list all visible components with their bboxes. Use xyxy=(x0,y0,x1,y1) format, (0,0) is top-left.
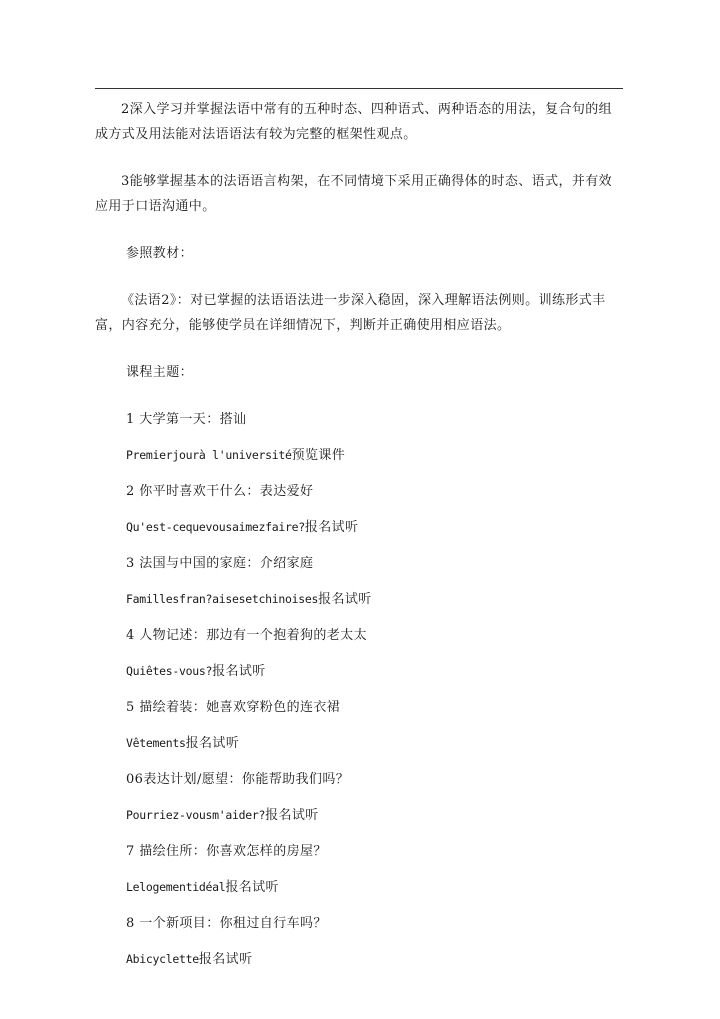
lesson-title: 8 一个新项目：你租过自行车吗？ xyxy=(126,916,327,931)
lesson-title: 5 描绘着装：她喜欢穿粉色的连衣裙 xyxy=(126,700,341,715)
preview-courseware-link[interactable]: 预览课件 xyxy=(291,448,346,463)
lesson-title: 3 法国与中国的家庭：介绍家庭 xyxy=(126,556,314,571)
lesson-item-5 xyxy=(95,695,623,756)
lesson-french-line xyxy=(95,731,623,756)
lesson-item-8 xyxy=(95,911,623,972)
lesson-french-title: Vêtements xyxy=(126,736,186,750)
lesson-title: 06表达计划/愿望：你能帮助我们吗？ xyxy=(126,772,350,787)
objective-paragraph-2: 2深入学习并掌握法语中常有的五种时态、四种语式、两种语态的用法，复合句的组成方式及用法能对法语语法有较为完整的框架性观点。 xyxy=(95,102,613,142)
lesson-title: 1 大学第一天：搭讪 xyxy=(126,412,247,427)
lesson-list xyxy=(95,407,623,972)
register-trial-link[interactable]: 报名试听 xyxy=(185,736,240,751)
lesson-item-6 xyxy=(95,767,623,828)
register-trial-link[interactable]: 报名试听 xyxy=(198,952,253,967)
lesson-title: 2 你平时喜欢干什么：表达爱好 xyxy=(126,484,314,499)
lesson-french-title: Famillesfran?aisesetchinoises xyxy=(126,592,319,606)
lesson-french-title: Pourriez-vousm'aider? xyxy=(126,808,266,822)
lesson-item-4 xyxy=(95,623,623,684)
lesson-title: 4 人物记述：那边有一个抱着狗的老太太 xyxy=(126,628,368,643)
lesson-french-line xyxy=(95,659,623,684)
register-trial-link[interactable]: 报名试听 xyxy=(265,808,319,823)
lesson-title: 7 描绘住所：你喜欢怎样的房屋？ xyxy=(126,844,327,859)
register-trial-link[interactable]: 报名试听 xyxy=(212,664,266,679)
lesson-item-2 xyxy=(95,479,623,540)
lesson-french-line xyxy=(95,803,623,828)
lesson-french-title: Qu'est-cequevousaimezfaire? xyxy=(126,520,305,534)
lesson-french-title: Abicyclette xyxy=(126,952,199,966)
textbook-description: 《法语2》：对已掌握的法语语法进一步深入稳固，深入理解语法例则。训练形式丰富，内容充分，能够使学员在详细情况下，判断并正确使用相应语法。 xyxy=(95,293,606,333)
lesson-french-line xyxy=(95,875,623,900)
lesson-french-title: Lelogementidéal xyxy=(126,880,226,894)
lesson-french-line xyxy=(95,443,623,468)
register-trial-link[interactable]: 报名试听 xyxy=(304,520,359,535)
lesson-french-title: Quiêtes-vous? xyxy=(126,664,213,678)
register-trial-link[interactable]: 报名试听 xyxy=(225,880,279,895)
lesson-french-line xyxy=(95,515,623,540)
header-rule xyxy=(95,88,623,89)
lesson-item-7 xyxy=(95,839,623,900)
register-trial-link[interactable]: 报名试听 xyxy=(318,592,372,607)
lesson-french-line xyxy=(95,947,623,972)
objective-paragraph-3: 3能够掌握基本的法语语言构架，在不同情境下采用正确得体的时态、语式，并有效应用于口语沟通中。 xyxy=(95,174,613,214)
topics-label: 课程主题： xyxy=(126,365,194,380)
lesson-french-line xyxy=(95,587,623,612)
lesson-item-3 xyxy=(95,551,623,612)
document-body xyxy=(95,97,623,983)
textbook-label: 参照教材： xyxy=(126,246,194,261)
lesson-item-1 xyxy=(95,407,623,468)
lesson-french-title: Premierjourà l'université xyxy=(126,448,292,462)
